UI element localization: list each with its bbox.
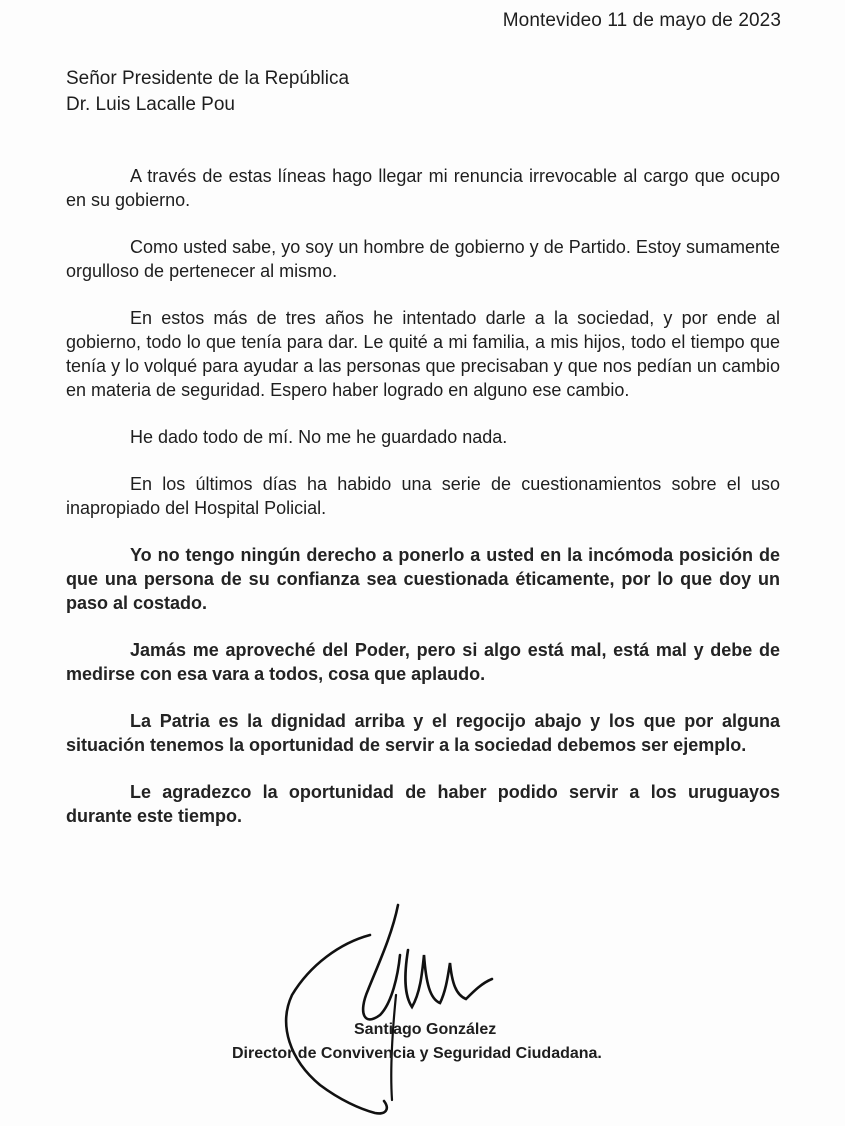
paragraph-9: Le agradezco la oportunidad de haber podido servir a los uruguayos durante este tiempo.	[66, 782, 780, 826]
paragraph-4: He dado todo de mí. No me he guardado nada.	[130, 427, 508, 447]
paragraph-8: La Patria es la dignidad arriba y el regocijo abajo y los que por alguna situación tenemos la oportunidad de servir a la sociedad debemos ser ejemplo.	[66, 711, 780, 755]
letter-date: Montevideo 11 de mayo de 2023	[502, 10, 781, 31]
recipient-title: Señor Presidente de la República	[66, 68, 350, 89]
paragraph-2: Como usted sabe, yo soy un hombre de gobierno y de Partido. Estoy sumamente orgulloso de pertenecer al mismo.	[66, 237, 780, 281]
paragraph-6: Yo no tengo ningún derecho a ponerlo a usted en la incómoda posición de que una persona de su confianza sea cuestionada éticamente, por lo que doy un paso al costado.	[66, 545, 780, 613]
paragraph-1: A través de estas líneas hago llegar mi renuncia irrevocable al cargo que ocupo en su gobierno.	[66, 166, 780, 210]
recipient-name: Dr. Luis Lacalle Pou	[66, 94, 235, 115]
signer-title: Director de Convivencia y Seguridad Ciudadana.	[232, 1045, 602, 1062]
letter-body	[66, 164, 780, 851]
signature-block	[232, 1018, 652, 1066]
handwritten-signature	[280, 895, 520, 1125]
paragraph-7: Jamás me aproveché del Poder, pero si algo está mal, está mal y debe de medirse con esa vara a todos, cosa que aplaudo.	[66, 640, 780, 684]
recipient-block	[66, 66, 349, 118]
paragraph-3: En estos más de tres años he intentado darle a la sociedad, y por ende al gobierno, todo lo que tenía para dar. Le quité a mi familia, a mis hijos, todo el tiempo que tenía y lo volqué para ayudar a las personas que precisaban y que nos pedían un cambio en materia de seguridad. Espero haber logrado en alguno ese cambio.	[66, 308, 780, 400]
paragraph-5: En los últimos días ha habido una serie de cuestionamientos sobre el uso inapropiado del Hospital Policial.	[66, 474, 780, 518]
signer-name: Santiago González	[354, 1021, 497, 1038]
